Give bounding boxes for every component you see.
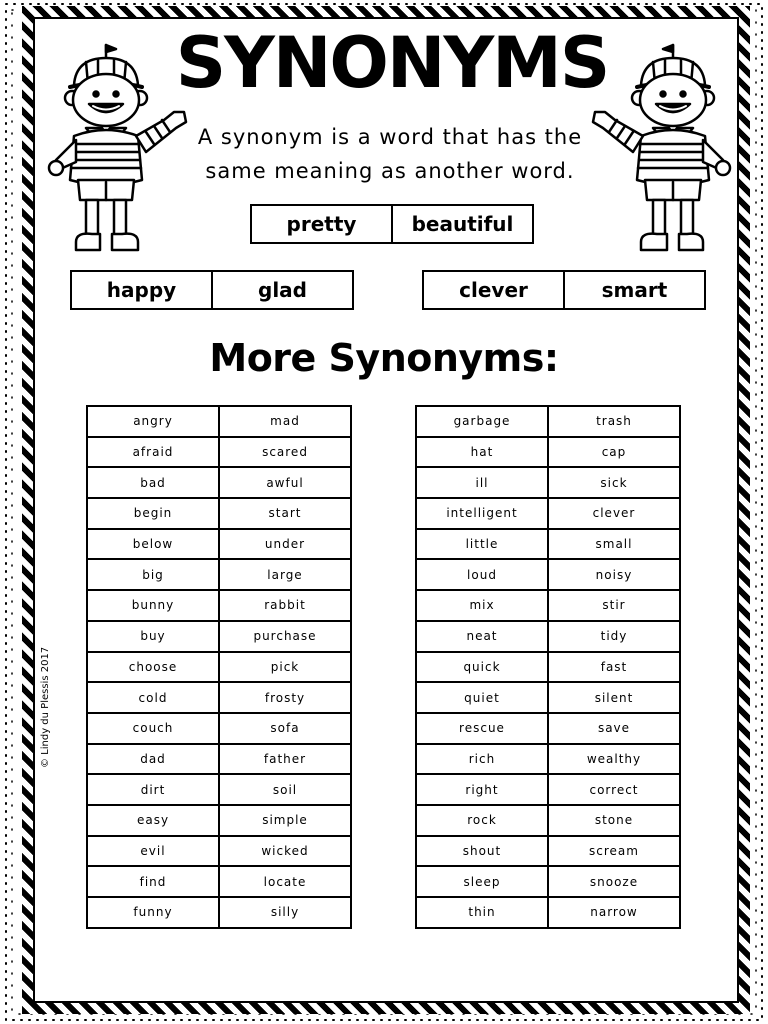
table-row [87, 866, 351, 897]
table-row [87, 652, 351, 683]
synonym-cell: father [219, 744, 351, 775]
synonyms-table-left [86, 405, 352, 929]
word-cell: angry [87, 406, 219, 437]
word-cell: little [416, 529, 548, 560]
table-row [416, 836, 680, 867]
table-row [87, 744, 351, 775]
table-row [416, 744, 680, 775]
synonym-cell: narrow [548, 897, 680, 928]
synonym-cell: silent [548, 682, 680, 713]
word-cell: funny [87, 897, 219, 928]
synonym-cell: frosty [219, 682, 351, 713]
word-cell: hat [416, 437, 548, 468]
example-pair-clever [422, 270, 706, 310]
synonym-cell: awful [219, 467, 351, 498]
table-row [416, 406, 680, 437]
word-cell: intelligent [416, 498, 548, 529]
synonym-cell: noisy [548, 559, 680, 590]
synonym-cell: scared [219, 437, 351, 468]
table-row [416, 805, 680, 836]
word-cell: afraid [87, 437, 219, 468]
table-row [87, 621, 351, 652]
word-cell: sleep [416, 866, 548, 897]
synonym-cell: tidy [548, 621, 680, 652]
table-row [87, 805, 351, 836]
word-cell: evil [87, 836, 219, 867]
synonym-cell: sick [548, 467, 680, 498]
table-row [87, 437, 351, 468]
synonym-cell: large [219, 559, 351, 590]
word-cell: mix [416, 590, 548, 621]
synonym-cell: trash [548, 406, 680, 437]
synonym-cell: pick [219, 652, 351, 683]
more-synonyms-heading: More Synonyms: [209, 336, 559, 380]
word-cell: thin [416, 897, 548, 928]
word-cell: rescue [416, 713, 548, 744]
table-row [416, 897, 680, 928]
synonym-cell: soil [219, 774, 351, 805]
table-row [87, 559, 351, 590]
word-cell: cold [87, 682, 219, 713]
table-row [416, 559, 680, 590]
example-word: clever [459, 278, 528, 302]
table-row [87, 836, 351, 867]
table-row [87, 713, 351, 744]
table-row [416, 652, 680, 683]
word-cell: buy [87, 621, 219, 652]
table-row [87, 467, 351, 498]
synonym-cell: scream [548, 836, 680, 867]
synonym-cell: clever [548, 498, 680, 529]
synonym-cell: silly [219, 897, 351, 928]
example-word: happy [106, 278, 177, 302]
example-synonym: beautiful [391, 206, 532, 242]
example-word: pretty [286, 212, 357, 236]
table-row [87, 406, 351, 437]
table-row [87, 897, 351, 928]
word-cell: ill [416, 467, 548, 498]
copyright-notice: © Lindy du Plessis 2017 [40, 646, 51, 768]
word-cell: choose [87, 652, 219, 683]
table-row [416, 621, 680, 652]
example-pair-pretty [250, 204, 534, 244]
table-row [416, 713, 680, 744]
table-row [87, 682, 351, 713]
table-row [87, 590, 351, 621]
word-cell: right [416, 774, 548, 805]
synonym-cell: small [548, 529, 680, 560]
synonym-cell: snooze [548, 866, 680, 897]
example-pair-happy [70, 270, 354, 310]
synonym-cell: fast [548, 652, 680, 683]
word-cell: garbage [416, 406, 548, 437]
definition-line-1: A synonym is a word that has the [197, 125, 583, 149]
table-row [416, 467, 680, 498]
synonym-cell: correct [548, 774, 680, 805]
synonym-cell: sofa [219, 713, 351, 744]
table-row [416, 866, 680, 897]
word-cell: begin [87, 498, 219, 529]
synonym-cell: locate [219, 866, 351, 897]
synonym-definition [170, 120, 610, 188]
table-row [87, 774, 351, 805]
example-synonym: smart [563, 272, 704, 308]
word-cell: dad [87, 744, 219, 775]
word-cell: easy [87, 805, 219, 836]
word-cell: quiet [416, 682, 548, 713]
synonym-cell: rabbit [219, 590, 351, 621]
table-row [87, 498, 351, 529]
synonym-cell: mad [219, 406, 351, 437]
table-row [416, 529, 680, 560]
synonym-cell: stone [548, 805, 680, 836]
word-cell: couch [87, 713, 219, 744]
synonym-cell: start [219, 498, 351, 529]
synonym-cell: wealthy [548, 744, 680, 775]
word-cell: big [87, 559, 219, 590]
word-cell: dirt [87, 774, 219, 805]
synonym-cell: simple [219, 805, 351, 836]
synonym-cell: under [219, 529, 351, 560]
table-row [416, 774, 680, 805]
definition-line-2: same meaning as another word. [205, 159, 575, 183]
table-row [416, 682, 680, 713]
synonym-cell: purchase [219, 621, 351, 652]
synonym-cell: wicked [219, 836, 351, 867]
synonym-cell: save [548, 713, 680, 744]
synonym-cell: cap [548, 437, 680, 468]
word-cell: bunny [87, 590, 219, 621]
word-cell: bad [87, 467, 219, 498]
page-title: SYNONYMS [175, 22, 609, 104]
word-cell: quick [416, 652, 548, 683]
table-row [416, 437, 680, 468]
example-synonym: glad [211, 272, 352, 308]
synonyms-table-right [415, 405, 681, 929]
table-row [416, 498, 680, 529]
word-cell: rich [416, 744, 548, 775]
word-cell: find [87, 866, 219, 897]
table-row [416, 590, 680, 621]
word-cell: shout [416, 836, 548, 867]
synonym-cell: stir [548, 590, 680, 621]
table-row [87, 529, 351, 560]
word-cell: below [87, 529, 219, 560]
word-cell: neat [416, 621, 548, 652]
word-cell: loud [416, 559, 548, 590]
word-cell: rock [416, 805, 548, 836]
